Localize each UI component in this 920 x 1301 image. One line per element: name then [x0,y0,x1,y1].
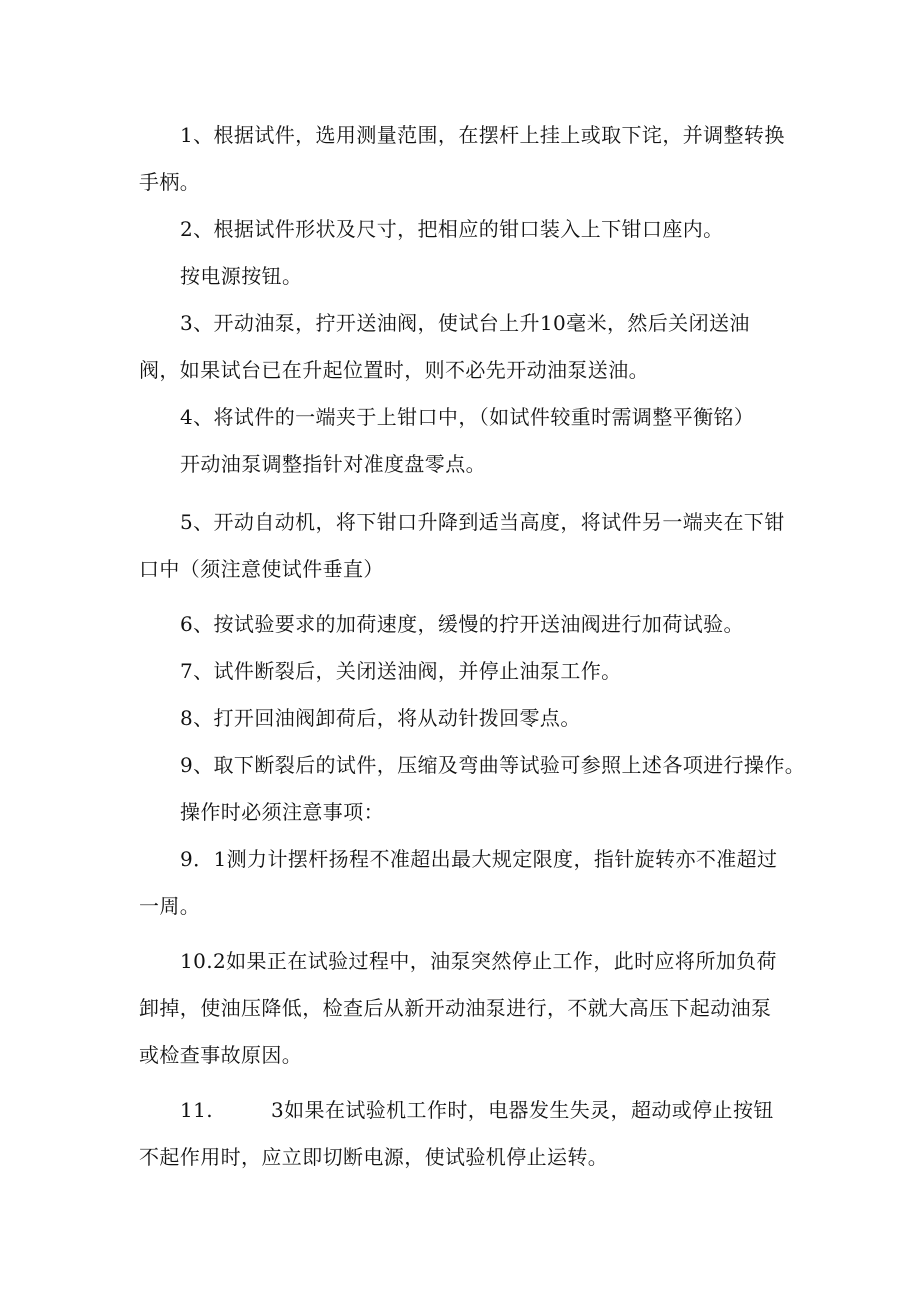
paragraph-caution-2: 10.2如果正在试验过程中，油泵突然停止工作，此时应将所加负荷卸掉，使油压降低，检查后从新开动油泵进行，不就大高压下起动油泵或检查事故原因。 [139,949,777,1067]
item-number: 11. [180,1098,214,1122]
paragraph-step-1: 1、根据试件，选用测量范围，在摆杆上挂上或取下诧，并调整转换手柄。 [139,123,785,194]
paragraph-step-4: 4、将试件的一端夹于上钳口中，（如试件较重时需调整平衡铭） [180,405,755,429]
paragraph-zero-pointer: 开动油泵调整指针对准度盘零点。 [180,452,486,476]
paragraph-step-7: 7、试件断裂后，关闭送油阀，并停止油泵工作。 [180,659,622,683]
paragraph-caution-3 [139,1087,789,1181]
paragraph-power-button: 按电源按钮。 [180,264,303,288]
paragraph-step-6: 6、按试验要求的加荷速度，缓慢的拧开送油阀进行加荷试验。 [180,612,744,636]
paragraph-step-3: 3、开动油泵，拧开送油阀，使试台上升10毫米，然后关闭送油阀，如果试台已在升起位置时，则不必先开动油泵送油。 [139,311,750,382]
paragraph-step-2: 2、根据试件形状及尺寸，把相应的钳口装入上下钳口座内。 [180,217,724,241]
paragraph-step-9: 9、取下断裂后的试件，压缩及弯曲等试验可参照上述各项进行操作。 [180,753,806,777]
paragraph-cautions-heading: 操作时必须注意事项： [180,800,384,824]
item-text: 3如果在试验机工作时，电器发生失灵，超动或停止按钮不起作用时，应立即切断电源，使试验机停止运转。 [139,1098,774,1169]
paragraph-step-5: 5、开动自动机，将下钳口升降到适当高度，将试件另一端夹在下钳口中（须注意使试件垂直） [139,510,785,581]
paragraph-step-8: 8、打开回油阀卸荷后，将从动针拨回零点。 [180,706,581,730]
paragraph-caution-1: 9．1测力计摆杆扬程不准超出最大规定限度，指针旋转亦不准超过一周。 [139,847,778,918]
